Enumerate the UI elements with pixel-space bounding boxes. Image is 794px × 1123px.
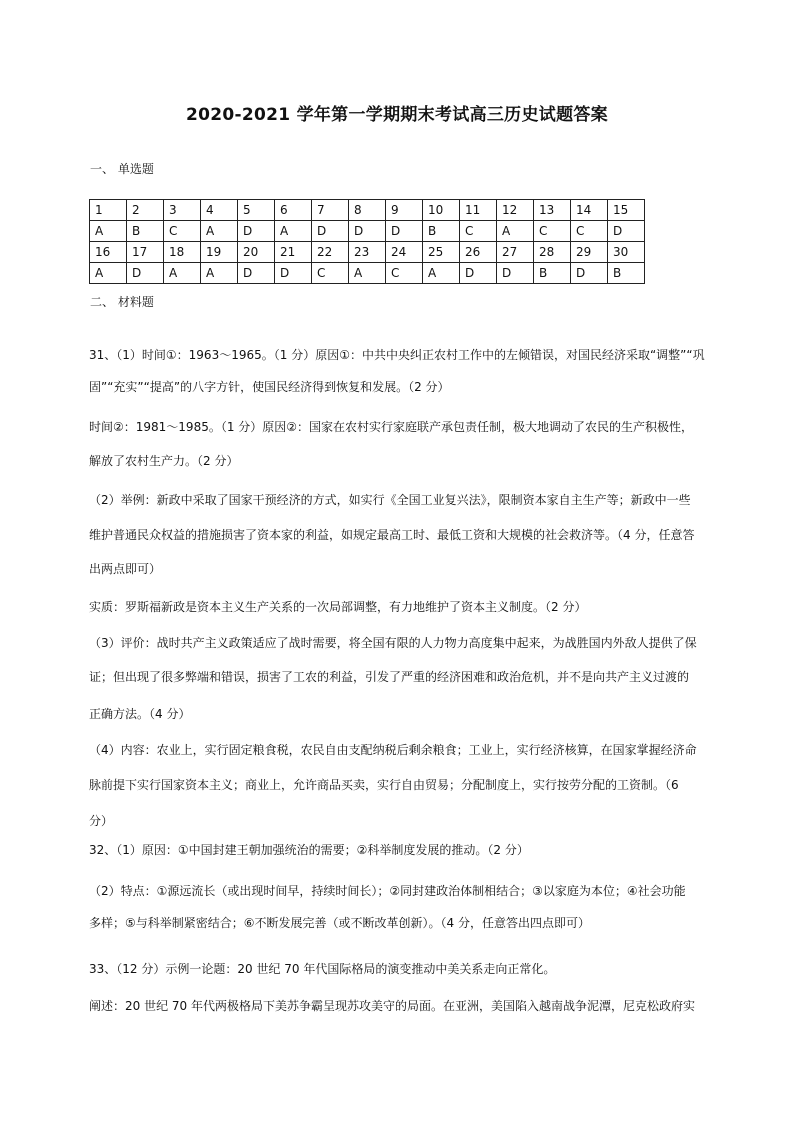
answer-text-line: （4）内容：农业上，实行固定粮食税，农民自由支配纳税后剩余粮食；工业上，实行经济核算，在国家掌握经济命	[89, 743, 697, 757]
question-number-cell: 23	[349, 242, 386, 263]
answer-text-line: 多样；⑤与科举制紧密结合；⑥不断发展完善（或不断改革创新）。（4 分，任意答出四点即可）	[89, 916, 590, 930]
question-number-cell: 11	[460, 200, 497, 221]
answer-cell: A	[90, 263, 127, 284]
question-number-cell: 18	[164, 242, 201, 263]
answer-cell: A	[201, 221, 238, 242]
question-number-cell: 4	[201, 200, 238, 221]
question-number-cell: 20	[238, 242, 275, 263]
answer-cell: D	[571, 263, 608, 284]
question-number-cell: 8	[349, 200, 386, 221]
answer-text-line: 正确方法。（4 分）	[89, 707, 191, 721]
answer-cell: B	[608, 263, 645, 284]
answer-text-line: 维护普通民众权益的措施损害了资本家的利益，如规定最高工时、最低工资和大规模的社会救济等。（4 分，任意答	[89, 528, 695, 542]
question-number-cell: 17	[127, 242, 164, 263]
answer-cell: D	[460, 263, 497, 284]
question-number-cell: 9	[386, 200, 423, 221]
answer-cell: C	[571, 221, 608, 242]
question-number-cell: 15	[608, 200, 645, 221]
answer-text-line: （3）评价：战时共产主义政策适应了战时需要，将全国有限的人力物力高度集中起来，为战胜国内外敌人提供了保	[89, 636, 697, 650]
answer-cell: C	[312, 263, 349, 284]
answer-text-line: 实质：罗斯福新政是资本主义生产关系的一次局部调整，有力地维护了资本主义制度。（2 分）	[89, 600, 587, 614]
answer-cell: A	[90, 221, 127, 242]
answer-text-line: 33、（12 分）示例一论题：20 世纪 70 年代国际格局的演变推动中美关系走向正常化。	[89, 962, 556, 976]
answer-cell: A	[275, 221, 312, 242]
answer-text-line: 解放了农村生产力。（2 分）	[89, 454, 239, 468]
answer-cell: C	[460, 221, 497, 242]
answer-cell: B	[423, 221, 460, 242]
answer-cell: C	[164, 221, 201, 242]
answer-cell: D	[349, 221, 386, 242]
answer-cell: A	[423, 263, 460, 284]
question-number-cell: 2	[127, 200, 164, 221]
question-number-row	[90, 200, 645, 221]
question-number-cell: 27	[497, 242, 534, 263]
answer-table	[89, 199, 645, 284]
answer-cell: D	[275, 263, 312, 284]
question-number-cell: 21	[275, 242, 312, 263]
answer-text-line: 出两点即可）	[89, 562, 162, 576]
question-number-cell: 24	[386, 242, 423, 263]
question-number-cell: 1	[90, 200, 127, 221]
answer-cell: A	[349, 263, 386, 284]
question-number-cell: 3	[164, 200, 201, 221]
answer-text-line: （2）举例：新政中采取了国家干预经济的方式，如实行《全国工业复兴法》，限制资本家自主生产等；新政中一些	[89, 493, 691, 507]
answer-text-line: 31、（1）时间①：1963～1965。（1 分）原因①：中共中央纠正农村工作中的左倾错误，对国民经济采取“调整”“巩	[89, 348, 705, 362]
question-number-cell: 25	[423, 242, 460, 263]
question-number-cell: 30	[608, 242, 645, 263]
answer-text-line: 固”“充实”“提高”的八字方针，使国民经济得到恢复和发展。（2 分）	[89, 380, 450, 394]
answer-text-line: （2）特点：①源远流长（或出现时间早，持续时间长）；②同封建政治体制相结合；③以家庭为本位；④社会功能	[89, 884, 686, 898]
answer-cell: D	[238, 221, 275, 242]
question-number-cell: 22	[312, 242, 349, 263]
question-number-cell: 16	[90, 242, 127, 263]
answer-row	[90, 221, 645, 242]
question-number-cell: 14	[571, 200, 608, 221]
question-number-cell: 12	[497, 200, 534, 221]
answer-cell: D	[497, 263, 534, 284]
answer-cell: D	[238, 263, 275, 284]
answer-text-line: 分）	[89, 814, 114, 828]
question-number-cell: 29	[571, 242, 608, 263]
question-number-cell: 5	[238, 200, 275, 221]
answer-cell: C	[386, 263, 423, 284]
question-number-row	[90, 242, 645, 263]
question-number-cell: 6	[275, 200, 312, 221]
question-number-cell: 10	[423, 200, 460, 221]
answer-text-line: 32、（1）原因：①中国封建王朝加强统治的需要；②科举制度发展的推动。（2 分）	[89, 843, 529, 857]
answer-cell: D	[312, 221, 349, 242]
answer-cell: B	[534, 263, 571, 284]
page-title: 2020-2021 学年第一学期期末考试高三历史试题答案	[185, 105, 608, 125]
answer-cell: C	[534, 221, 571, 242]
answer-cell: D	[608, 221, 645, 242]
question-number-cell: 19	[201, 242, 238, 263]
question-number-cell: 7	[312, 200, 349, 221]
answer-text-line: 脉前提下实行国家资本主义；商业上，允许商品买卖，实行自由贸易；分配制度上，实行按劳分配的工资制。（6	[89, 778, 679, 792]
section-heading-material: 二、 材料题	[90, 295, 154, 309]
answer-cell: B	[127, 221, 164, 242]
question-number-cell: 26	[460, 242, 497, 263]
answer-cell: A	[164, 263, 201, 284]
answer-text-line: 时间②：1981～1985。（1 分）原因②：国家在农村实行家庭联产承包责任制，极大地调动了农民的生产积极性，	[89, 420, 694, 434]
answer-row	[90, 263, 645, 284]
answer-text-line: 阐述：20 世纪 70 年代两极格局下美苏争霸呈现苏攻美守的局面。在亚洲，美国陷入越南战争泥潭，尼克松政府实	[89, 999, 695, 1013]
answer-cell: D	[127, 263, 164, 284]
question-number-cell: 28	[534, 242, 571, 263]
answer-cell: A	[497, 221, 534, 242]
answer-text-line: 证；但出现了很多弊端和错误，损害了工农的利益，引发了严重的经济困难和政治危机，并不是向共产主义过渡的	[89, 670, 690, 684]
answer-cell: A	[201, 263, 238, 284]
question-number-cell: 13	[534, 200, 571, 221]
section-heading-single-choice: 一、 单选题	[90, 162, 154, 176]
answer-cell: D	[386, 221, 423, 242]
